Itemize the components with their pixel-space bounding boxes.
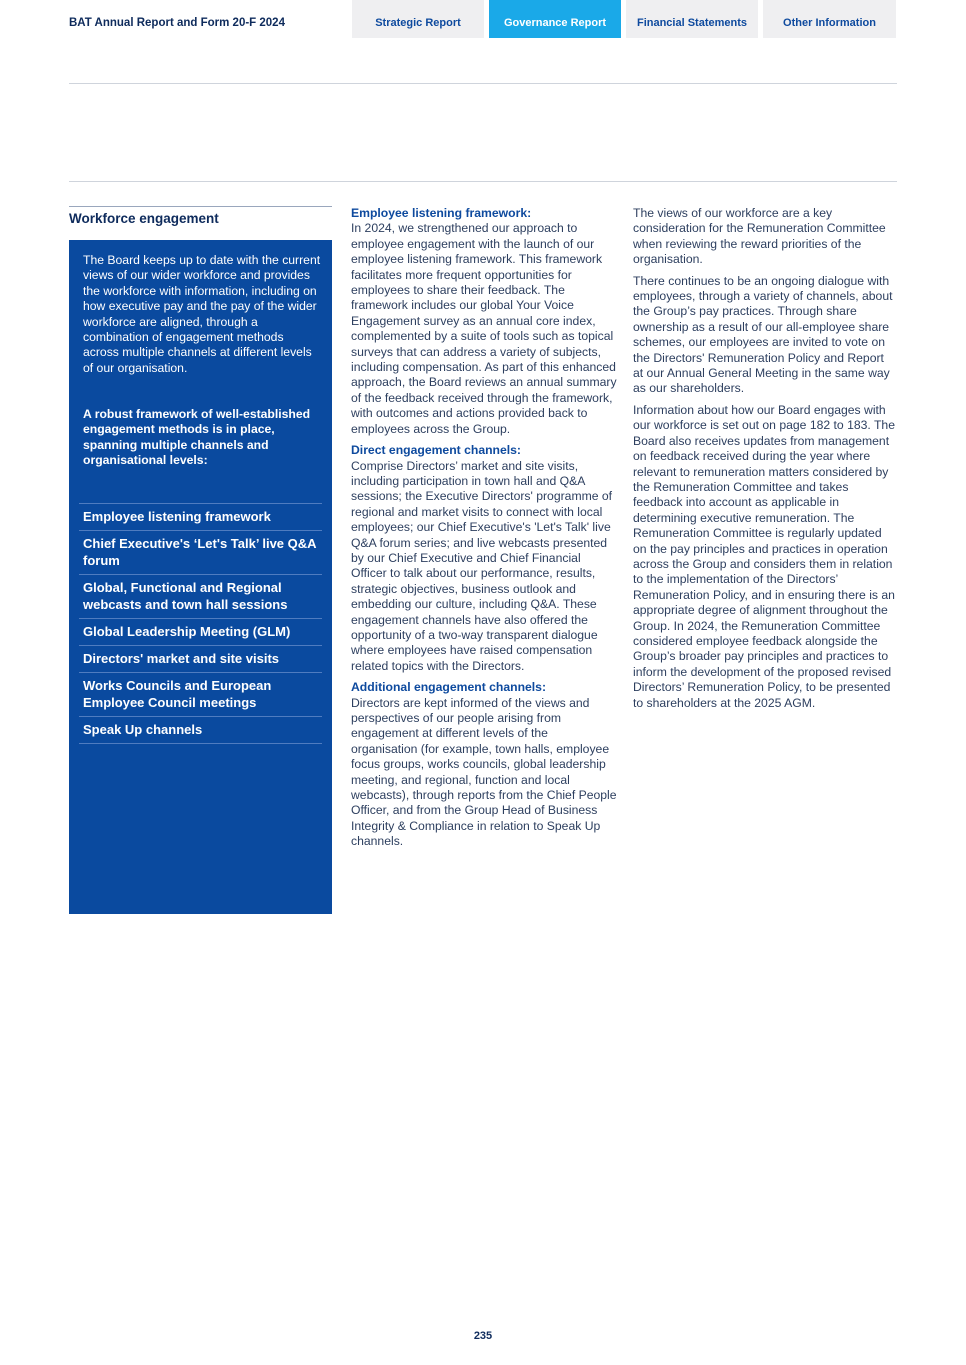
workforce-engagement-panel xyxy=(69,240,332,914)
list-item: Directors' market and site visits xyxy=(79,645,322,672)
section-heading: Direct engagement channels: xyxy=(351,443,521,458)
paragraph: There continues to be an ongoing dialogue with employees, through a variety of channels, about the Group’s pay practices. Through share ownership as a result of our all-employee share schemes, our employees are invited to vote on the Directors' Remuneration Policy and Report at our Annual General Meeting in the same way as our shareholders. xyxy=(633,273,893,396)
page-number: 235 xyxy=(473,1330,493,1342)
list-item: Works Councils and European Employee Council meetings xyxy=(79,672,322,716)
content-divider xyxy=(69,181,897,182)
section-text: In 2024, we strengthened our approach to employee engagement with the launch of our employee listening framework. This framework facilitates more frequent opportunities for employees to share their feedback. The framework includes our global Your Voice Engagement survey as an annual core index, complemented by a suite of tools such as topical surveys that can address a variety of subjects, including compensation. As part of this enhanced approach, the Board reviews an annual summary of the feedback received through the framework, with outcomes and actions provided back to employees across the Group. xyxy=(351,221,617,436)
tab-financial-statements[interactable]: Financial Statements xyxy=(626,0,758,38)
section-text: Comprise Directors’ market and site visits, including participation in town hall and Q&A sessions; the Executive Directors' programme of regional and market visits to connect with local employees; our Chief Executive's 'Let's Talk' live Q&A forum series; and live webcasts presented by our Chief Executive and Chief Financial Officer to talk about our performance, results, strategic objectives, business outlook and embedding our culture, including Q&A. These engagement channels have also offered the opportunity of a two-way transparent dialogue where employees have raised compensation related topics with the Directors. xyxy=(351,458,613,673)
tab-strategic-report[interactable]: Strategic Report xyxy=(352,0,484,38)
panel-highlight-text: A robust framework of well-established engagement methods is in place, spanning multiple channels and organisational levels: xyxy=(83,407,311,468)
section-heading: Employee listening framework: xyxy=(351,206,532,220)
section-heading: Additional engagement channels: xyxy=(351,680,547,695)
additional-channels-section xyxy=(351,680,617,849)
right-column xyxy=(633,206,897,717)
list-item: Global Leadership Meeting (GLM) xyxy=(79,618,322,645)
header-divider xyxy=(69,83,897,84)
panel-intro-text: The Board keeps up to date with the current views of our wider workforce and provides the workforce with information, including on how executive pay and the pay of the wider workforce are aligned, through a combination of engagement methods across multiple channels at different levels of our organisation. xyxy=(83,253,321,375)
engagement-methods-list xyxy=(79,503,322,744)
listening-framework-section xyxy=(351,206,617,437)
middle-column xyxy=(351,206,617,856)
sidebar-heading-rule xyxy=(69,206,332,207)
list-item: Global, Functional and Regional webcasts and town hall sessions xyxy=(79,574,322,618)
list-item: Chief Executive's ‘Let's Talk’ live Q&A forum xyxy=(79,530,322,574)
direct-channels-section xyxy=(351,443,617,674)
list-item: Speak Up channels xyxy=(79,716,322,744)
paragraph: Information about how our Board engages with our workforce is set out on page 182 to 183. The Board also receives updates from management on feedback received during the year where relevant to remuneration matters considered by the Remuneration Committee and takes feedback into account as applicable in determining executive remuneration. The Remuneration Committee is regularly updated on the pay principles and practices in operation across the Group and considers them in relation to the implementation of the Directors’ Remuneration Policy, and in ensuring there is an appropriate degree of alignment throughout the Group. In 2024, the Remuneration Committee considered employee feedback alongside the Group’s broader pay principles and practices to inform the development of the proposed revised Directors’ Remuneration Policy, to be presented to shareholders at the 2025 AGM. xyxy=(633,402,895,710)
tab-other-information[interactable]: Other Information xyxy=(763,0,896,38)
tab-governance-report[interactable]: Governance Report xyxy=(489,0,621,38)
list-item: Employee listening framework xyxy=(79,503,322,530)
document-title: BAT Annual Report and Form 20-F 2024 xyxy=(69,17,285,29)
paragraph: The views of our workforce are a key consideration for the Remuneration Committee when reviewing the reward priorities of the organisation. xyxy=(633,206,886,267)
section-text: Directors are kept informed of the views and perspectives of our people arising from engagement at different levels of the organisation (for example, town halls, employee focus groups, works councils, global leadership meeting, and regional, function and local webcasts), through reports from the Chief People Officer, and from the Group Head of Business Integrity & Compliance in relation to Speak Up channels. xyxy=(351,695,617,849)
sidebar-heading: Workforce engagement xyxy=(69,211,219,226)
